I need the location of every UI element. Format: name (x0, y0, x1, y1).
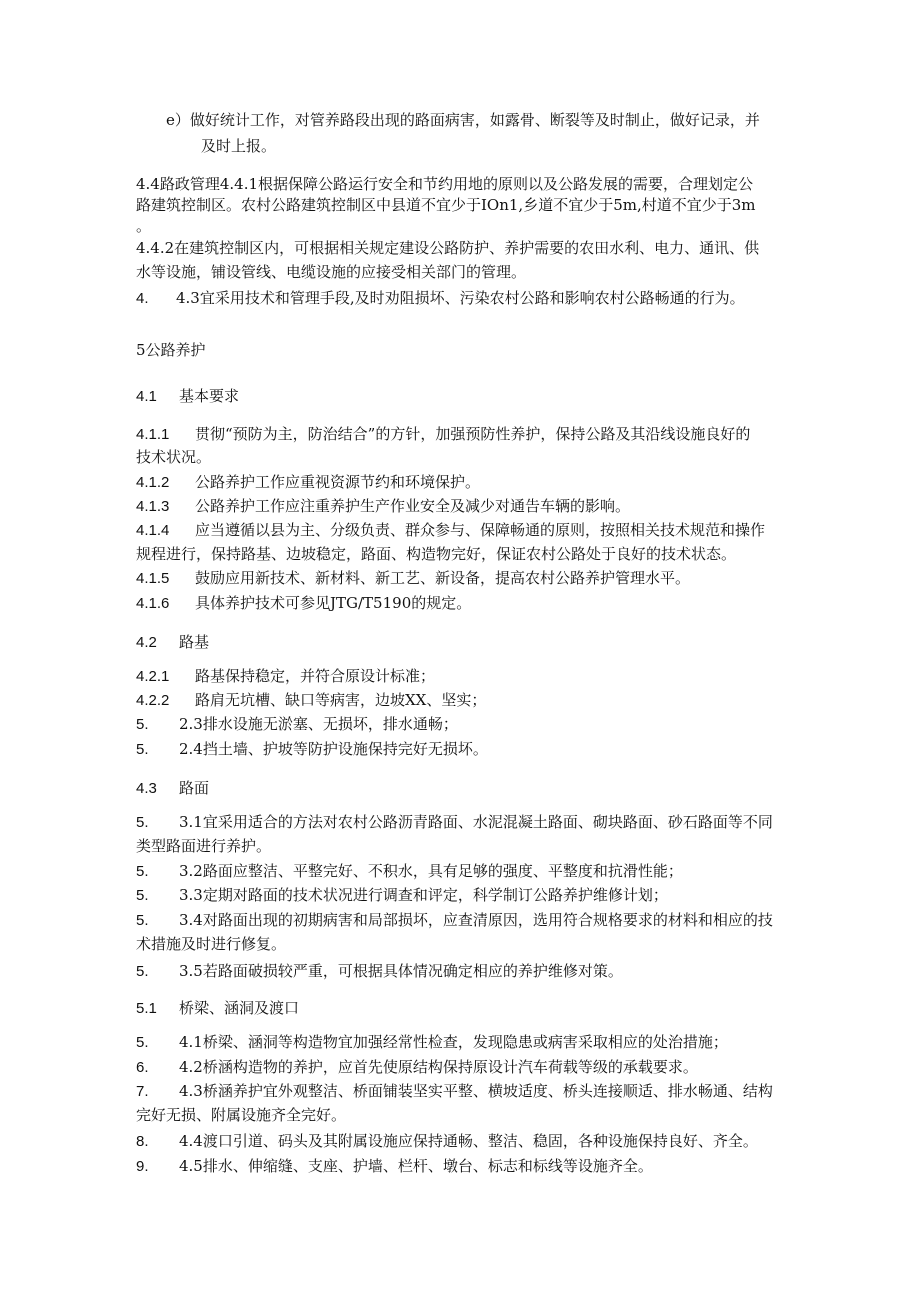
item-text: 具体养护技术可参见JTG/T5190的规定。 (195, 594, 472, 612)
paragraph-4-1-3 (136, 496, 630, 517)
item-text: 3.2路面应整洁、平整完好、不积水，具有足够的强度、平整度和抗滑性能； (179, 862, 683, 880)
item-text: 3.1宜采用适合的方法对农村公路沥青路面、水泥混凝土路面、砌块路面、砂石路面等不同 (179, 813, 773, 831)
heading-number: 5.1 (136, 1000, 157, 1017)
item-number: 5. (136, 887, 149, 904)
heading-text: 桥梁、涵洞及渡口 (179, 999, 300, 1017)
paragraph-5-4-3-line2: 完好无损、附属设施齐全完好。 (136, 1106, 347, 1124)
paragraph-4-4-1-line1: 4.4路政管理4.4.1根据保障公路运行安全和节约用地的原则以及公路发展的需要，合理划定公 (136, 175, 754, 193)
item-number: 5. (136, 716, 149, 733)
item-text: 3.4对路面出现的初期病害和局部损坏，应查清原因，选用符合规格要求的材料和相应的技 (179, 911, 773, 929)
item-number: 4.1.5 (136, 570, 170, 587)
item-number: 8. (136, 1133, 149, 1150)
heading-number: 4.1 (136, 388, 157, 405)
subsection-heading-4-2 (136, 632, 209, 653)
item-text: 鼓励应用新技术、新材料、新工艺、新设备，提高农村公路养护管理水平。 (195, 569, 691, 587)
paragraph-5-4-3-line1 (136, 1081, 773, 1102)
item-text: 4.4渡口引道、码头及其附属设施应保持通畅、整洁、稳固，各种设施保持良好、齐全。 (179, 1132, 758, 1150)
paragraph-4-2-3 (136, 714, 458, 735)
section-heading-5: 5公路养护 (136, 341, 206, 359)
paragraph-5-4-1 (136, 1032, 728, 1053)
heading-number: 4.3 (136, 780, 157, 797)
item-number: 5. (136, 963, 149, 980)
item-number: 6. (136, 1059, 149, 1076)
list-item-e-line1: e）做好统计工作，对管养路段出现的路面病害，如露骨、断裂等及时制止，做好记录，并 (166, 111, 760, 129)
item-text: 2.3排水设施无淤塞、无损坏，排水通畅； (179, 715, 458, 733)
item-text: 4.1桥梁、涵洞等构造物宜加强经常性检查，发现隐患或病害采取相应的处治措施； (179, 1033, 728, 1051)
paragraph-4-2-4 (136, 739, 488, 760)
item-number: 4.2.2 (136, 692, 170, 709)
item-number: 5. (136, 912, 149, 929)
paragraph-5-4-5 (136, 1156, 653, 1177)
item-number: 5. (136, 741, 149, 758)
item-number: 7. (136, 1083, 149, 1100)
paragraph-4-4-1-line2: 路建筑控制区。农村公路建筑控制区中县道不宜少于IOn1,乡道不宜少于5m,村道不宜少于3m (136, 196, 756, 214)
paragraph-4-1-2 (136, 472, 480, 493)
paragraph-4-3-2 (136, 861, 683, 882)
paragraph-4-2-1 (136, 666, 435, 687)
item-text: 路基保持稳定，并符合原设计标准； (195, 667, 436, 685)
item-text: 3.5若路面破损较严重，可根据具体情况确定相应的养护维修对策。 (179, 962, 623, 980)
item-text: 4.3桥涵养护宜外观整洁、桥面铺装坚实平整、横坡适度、桥头连接顺适、排水畅通、结构 (179, 1082, 773, 1100)
list-item-e-line2: 及时上报。 (201, 137, 277, 155)
paragraph-4-4-3 (136, 288, 745, 309)
paragraph-4-2-2 (136, 690, 486, 711)
paragraph-4-3-1-line2: 类型路面进行养护。 (136, 837, 272, 855)
item-text: 公路养护工作应重视资源节约和环境保护。 (195, 473, 481, 491)
paragraph-4-3-1-line1 (136, 812, 773, 833)
item-text: 公路养护工作应注重养护生产作业安全及减少对通告车辆的影响。 (195, 497, 631, 515)
item-text: 4.3宜采用技术和管理手段,及时劝阻损坏、污染农村公路和影响农村公路畅通的行为。 (176, 289, 745, 307)
item-number: 4.1.4 (136, 522, 170, 539)
item-text: 应当遵循以县为主、分级负责、群众参与、保障畅通的原则，按照相关技术规范和操作 (195, 521, 766, 539)
item-number: 5. (136, 814, 149, 831)
paragraph-5-4-2 (136, 1057, 698, 1078)
item-text: 4.2桥涵构造物的养护，应首先使原结构保持原设计汽车荷载等级的承载要求。 (179, 1058, 698, 1076)
paragraph-4-1-1-line2: 技术状况。 (136, 448, 212, 466)
paragraph-4-3-4-line1 (136, 910, 773, 931)
item-text: 2.4挡土墙、护坡等防护设施保持完好无损坏。 (179, 740, 488, 758)
paragraph-4-1-4-line2: 规程进行，保持路基、边坡稳定，路面、构造物完好，保证农村公路处于良好的技术状态。 (136, 545, 737, 563)
paragraph-4-3-4-line2: 术措施及时进行修复。 (136, 935, 287, 953)
item-number: 4.1.3 (136, 498, 170, 515)
paragraph-4-1-4-line1 (136, 520, 765, 541)
paragraph-4-4-2-line2: 水等设施，铺设管线、电缆设施的应接受相关部门的管理。 (136, 263, 527, 281)
item-number: 5. (136, 1034, 149, 1051)
item-number: 4.1.1 (136, 426, 170, 443)
item-number: 4.2.1 (136, 668, 170, 685)
item-text: 4.5排水、伸缩缝、支座、护墙、栏杆、墩台、标志和标线等设施齐全。 (179, 1157, 653, 1175)
item-text: 贯彻“预防为主，防治结合”的方针，加强预防性养护，保持公路及其沿线设施良好的 (195, 425, 751, 443)
paragraph-5-4-4 (136, 1131, 758, 1152)
paragraph-4-1-6 (136, 593, 471, 614)
item-text: 路肩无坑槽、缺口等病害，边坡XX、坚实； (195, 691, 487, 709)
paragraph-4-1-5 (136, 568, 690, 589)
item-text: 3.3定期对路面的技术状况进行调查和评定，科学制订公路养护维修计划； (179, 886, 668, 904)
paragraph-4-4-1-line3: 。 (136, 217, 152, 235)
item-number: 4. (136, 290, 149, 307)
paragraph-4-3-3 (136, 885, 668, 906)
paragraph-4-1-1-line1 (136, 424, 750, 445)
item-number: 4.1.2 (136, 474, 170, 491)
heading-text: 路面 (179, 779, 210, 797)
heading-text: 基本要求 (179, 387, 240, 405)
subsection-heading-4-1 (136, 386, 239, 407)
item-number: 9. (136, 1158, 149, 1175)
heading-text: 路基 (179, 633, 210, 651)
paragraph-4-3-5 (136, 961, 623, 982)
item-number: 5. (136, 863, 149, 880)
paragraph-4-4-2-line1: 4.4.2在建筑控制区内，可根据相关规定建设公路防护、养护需要的农田水利、电力、通讯、供 (136, 239, 760, 257)
heading-number: 4.2 (136, 634, 157, 651)
subsection-heading-5-1 (136, 998, 299, 1019)
item-number: 4.1.6 (136, 595, 170, 612)
subsection-heading-4-3 (136, 778, 209, 799)
